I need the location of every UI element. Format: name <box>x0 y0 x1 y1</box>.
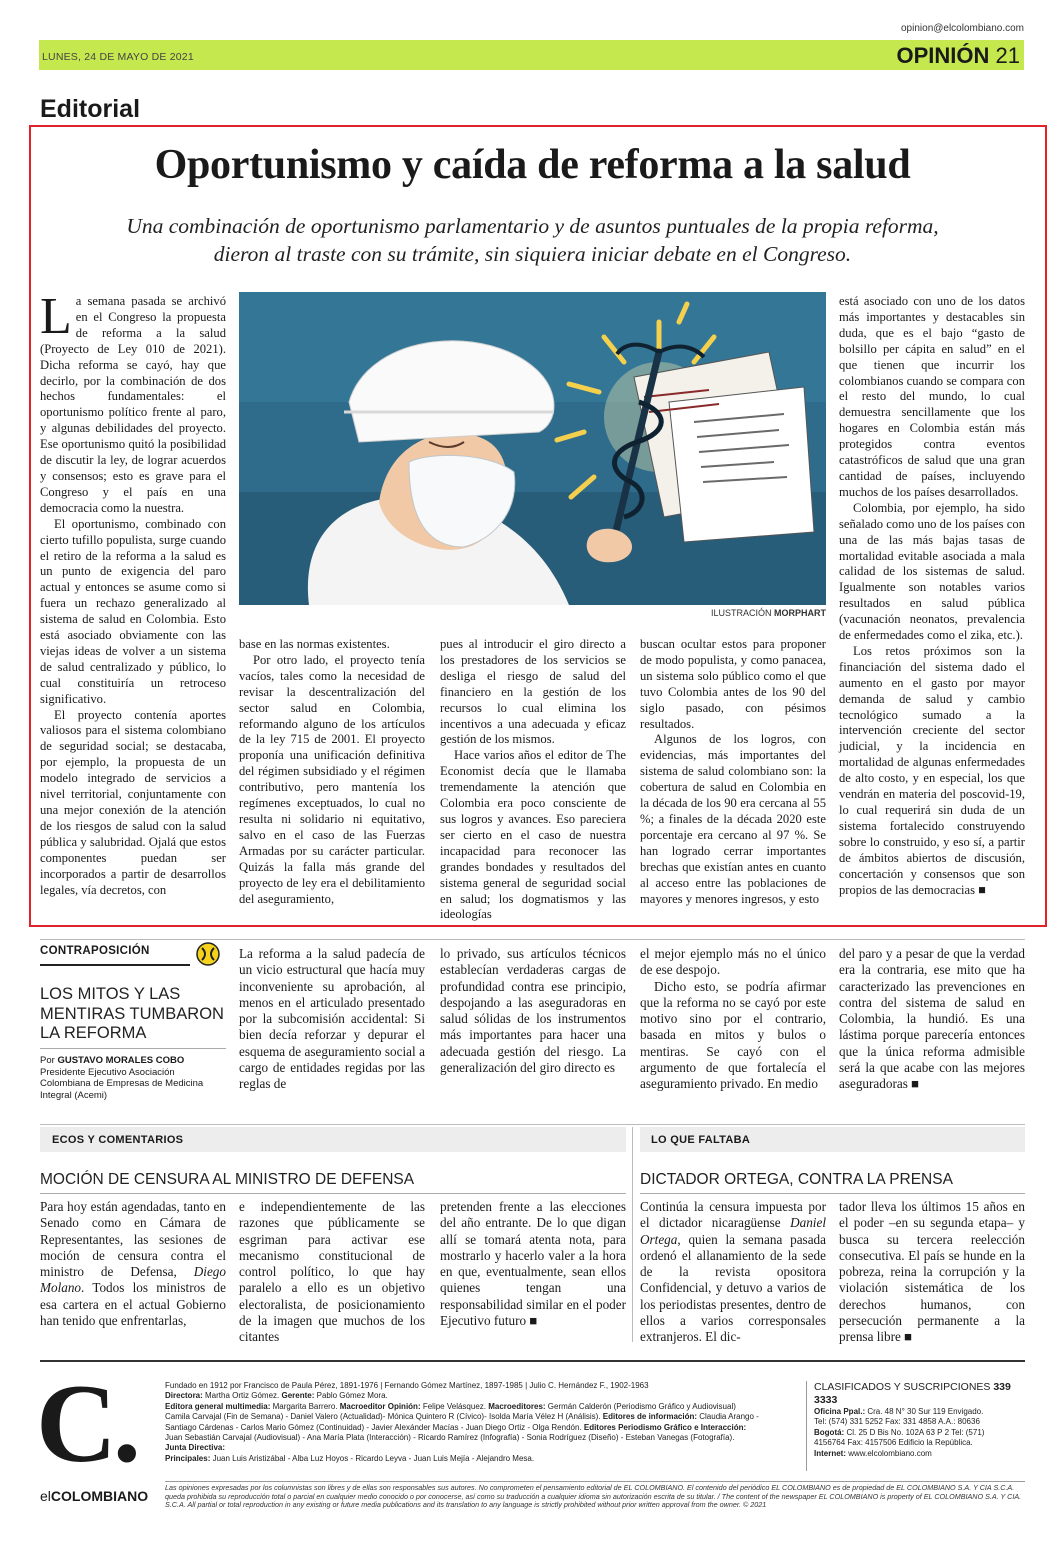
page-number: 21 <box>995 43 1020 68</box>
contraposicion-author <box>40 1055 226 1101</box>
faltaba-column-1 <box>640 1199 826 1345</box>
clasif-title: CLASIFICADOS Y SUSCRIPCIONES <box>814 1381 991 1393</box>
staff-label-gerente: Gerente: <box>281 1391 315 1401</box>
editorial-col5-p3: Los retos próximos son la financiación del sistema dado el aumento en el gasto por mayor demanda de salud y cambio tecnológico sumado a la intervención creciente del sector judicial, y la incidencia en mortalidad de algunas enfermedades de alto costo, y en especial, los que vendrán en materia del poscovid-19, lo cual requerirá sin duda de un sistema fortalecido construyendo sobre lo construido, y eso sí, a partir de ámbitos abiertos de discusión, concertación y consensos que son propios de las democracias ■ <box>839 643 1025 897</box>
internet-val: www.elcolombiano.com <box>846 1448 932 1458</box>
contraposicion-col2-text: lo privado, sus artículos técnicos establecían verdaderas cargas de profundidad contra ese principio, despojando a las aseguradoras en salud sólidas de los instrumentos más importantes para hacer una adecuada gestión del riesgo. La generalización del giro directo es <box>440 946 626 1076</box>
editorial-col3-p1: pues al introducir el giro directo a los prestadores de los servicios se desliga el riesgo de salud del financiero en la gestión de los recursos lo cual elimina los incentivos a una adecuada y eficaz gestión de los mismos. <box>440 637 626 747</box>
editorial-col3-p2: Hace varios años el editor de The Economist decía que le llamaba tremendamente la atención que Colombia era poco consciente de sus logros y avances. Eso pareciera ser cierto en el caso de nuestra incapacidad para reconocer las grandes bondades y resultados del sistema general de seguridad social en salud; los dogmatismos y las ideologías <box>440 748 626 922</box>
header-email: opinion@elcolombiano.com <box>901 23 1024 34</box>
faltaba-column-2 <box>839 1199 1025 1345</box>
editorial-kicker: Editorial <box>40 95 141 123</box>
logo-letter: C. <box>36 1362 137 1486</box>
editorial-col2-p1: base en las normas existentes. <box>239 637 390 651</box>
section-title <box>896 42 1020 70</box>
faltaba-title-rule <box>640 1193 1025 1194</box>
masthead-rule <box>40 1360 1025 1362</box>
bog-line2: 4156764 Fax: 4157506 Edificio la República. <box>814 1438 973 1448</box>
editorial-col4-p2: Algunos de los logros, con evidencias, más importantes del sistema de salud colombiano son: la cobertura de salud en Colombia en la década de los 90 era cercana al 55 %; a finales de la década 2020 este porcentaje era cercano al 97 %. Se han logrado cerrar importantes brechas que existían antes en cuanto al acceso entre las poblaciones de mayores y menores ingresos, y esto <box>640 732 826 906</box>
staff-label-editora: Editora general multimedia: <box>165 1401 271 1411</box>
masthead-staff <box>165 1381 795 1464</box>
ecos-column-2 <box>239 1199 425 1345</box>
clasif-divider <box>806 1381 807 1471</box>
ecos-label: ECOS Y COMENTARIOS <box>52 1134 184 1146</box>
staff-label-grafico: Editores Periodismo Gráfico e Interacción: <box>583 1422 747 1432</box>
staff-directora: Martha Ortiz Gómez. <box>202 1391 282 1401</box>
faltaba-col1-text-a: Continúa la censura impuesta por el dictador nicaragüense <box>640 1199 826 1231</box>
editorial-title: Oportunismo y caída de reforma a la salud <box>154 142 911 188</box>
editorial-col4-p1: buscan ocultar estos para proponer de modo populista, y como panacea, un sistema solo público como el que tuvo Colombia antes de los 90 del siglo pasado, con pésimos resultados. <box>640 637 826 731</box>
faltaba-col1-name: Daniel Ortega <box>640 1215 826 1247</box>
tel-line: Tel: (574) 331 5252 Fax: 331 4858 A.A.: 80636 <box>814 1417 980 1427</box>
staff-info: Claudia Arango - <box>697 1412 759 1422</box>
staff-macro-opinion: Felipe Velásquez. <box>420 1401 489 1411</box>
faltaba-col1-text-b: , quien la semana pasada ordenó el allanamiento de la sede de la revista opositora Confidencial, y detuvo a varios de los periodistas presentes, dentro de ellos a varios corresponsales extranjeros. El dic- <box>640 1231 826 1345</box>
staff-line-4: Camila Carvajal (Fin de Semana) - Daniel Valero (Actualidad)- Mónica Quintero R (Cívico)- Isolda María Vélez H (Análisis). <box>165 1412 603 1422</box>
section-divider-vertical <box>632 1127 633 1342</box>
editorial-col5-p2: Colombia, por ejemplo, ha sido señalado como uno de los países con una de las más bajas tasas de mortalidad evitable asociada a mala calidad de los sistemas de salud. Igualmente son notables varios resultados en salud pública (vacunación neonatos, prevalencia de enfermedades como el zika, etc.). <box>839 500 1025 643</box>
masthead-founded: Fundado en 1912 por Francisco de Paula Pérez, 1891-1976 | Fernando Gómez Martínez, 1897-1985 | Julio C. Hernández F., 1902-1963 <box>165 1381 649 1390</box>
bog-val: Cl. 25 D Bis No. 102A 63 P 2 Tel: (571) <box>844 1427 985 1437</box>
deck-line-1: Una combinación de oportunismo parlamentario y de asuntos puntuales de la propia reforma, <box>126 214 939 238</box>
editorial-col2-p2: Por otro lado, el proyecto tenía vacíos, tales como la necesidad de revisar la descentralización del sector salud en Colombia, reformando alguno de los artículos de la ley 715 de 2001. El proyecto proponía una unificación definitiva del régimen subsidiado y el régimen contributivo, pero mantenía los regímenes exceptuados, lo cual no resulta ni solidario ni equitativo, salvo en el caso de las Fuerzas Armadas por su carácter particular. Quizás la falla más grande del proyecto de ley era el debilitamiento del aseguramiento, <box>239 652 425 906</box>
contraposicion-rule-top <box>40 939 1025 940</box>
illustration-nurse-caduceus <box>239 292 826 605</box>
author-role: Presidente Ejecutivo Asociación Colombiana de Empresas de Medicina Integral (Acemi) <box>40 1066 204 1101</box>
contraposicion-column-4 <box>839 946 1025 1106</box>
staff-editora: Margarita Barrero. <box>270 1401 340 1411</box>
staff-label-directora: Directora: <box>165 1391 203 1401</box>
editorial-column-4 <box>640 637 826 909</box>
credit-prefix: ILUSTRACIÓN <box>710 608 772 618</box>
author-prefix: Por <box>40 1055 55 1066</box>
internet-label: Internet: <box>814 1448 846 1458</box>
ecos-col3-text: pretenden frente a las elecciones del año entrante. De lo que digan allí se tomará atenta nota, para mostrarlo y hacerlo valer a la hora en que, eventualmente, sean ellos quienes tengan una responsabilidad similar en el poder Ejecutivo futuro ■ <box>440 1199 626 1329</box>
contraposicion-col4-text: del paro y a pesar de que la verdad era la contraria, ese mito que ha caracterizado las prevenciones en contra del sistema de salud en Colombia, la hundió. Es una lástima porque parecería entonces que la única reforma admisible será la que acabe con las mejores aseguradoras ■ <box>839 946 1025 1092</box>
editorial-col1-p3: El proyecto contenía aportes valiosos para el sistema colombiano de seguridad social; se destacaba, por ejemplo, la propuesta de un modelo integrado de servicios a nivel territorial, conjuntamente con una mejor conexión de la atención de los riesgos de salud con la salud pública y salubridad. Ojalá que estos componentes puedan ser incorporados a partir de desarrollos legales, vía decretos, con <box>40 707 226 897</box>
staff-macroeditores: Germán Calderón (Periodismo Gráfico y Audiovisual) <box>545 1401 736 1411</box>
editorial-column-2 <box>239 637 425 909</box>
contraposicion-underline <box>40 964 190 966</box>
ofi-label: Oficina Ppal.: <box>814 1407 866 1416</box>
ecos-title-rule <box>40 1193 626 1194</box>
ecos-col1-name: Diego Molano <box>40 1264 226 1296</box>
contraposicion-col1-text: La reforma a la salud padecía de un vicio estructural que hacía muy inconveniente su aprobación, al menos en el articulado presentado por la subcomisión accidental: Si bien decía reforzar y depurar el esquema de aseguramiento social a cargo de entidades regidas por las reglas de <box>239 946 425 1092</box>
staff-principales: Juan Luis Aristizábal - Alba Luz Hoyos - Ricardo Leyva - Juan Luis Mejía - Alejandro Mesa. <box>210 1453 535 1463</box>
editorial-col1-p1: a semana pasada se archivó en el Congreso la propuesta de reforma a la salud (Proyecto de Ley 010 de 2021). Dicha reforma se cayó, hay que decirlo, por la combinación de dos hechos fundamentales: el oportunismo político frente al paro, y algunas debilidades del proyecto. Ese oportunismo quitó la posibilidad de discutir la ley, de lograr acuerdos y consensos; esto es grave para el Congreso y el país en una democracia como la nuestra. <box>40 294 226 515</box>
contraposicion-author-rule <box>40 1048 226 1049</box>
faltaba-label: LO QUE FALTABA <box>651 1134 751 1146</box>
disclaimer-rule <box>165 1481 1025 1482</box>
staff-line-6: Juan Sebastián Carvajal (Audiovisual) - Ana María Plata (Interacción) - Ricardo Ramírez (Infografía) - Sonia Rodríguez (Diseño) - Esteban Vanegas (Fotografía). <box>165 1433 735 1443</box>
editorial-column-1 <box>40 288 226 909</box>
clasificados-box <box>814 1381 1024 1459</box>
disclaimer: Las opiniones expresadas por los columnistas son libres y de ellas son responsables sus autores. No comprometen el pensamiento editorial de EL COLOMBIANO. El contenido del periódico EL COLOMBIANO es de propiedad de EL COLOMBIANO S.A. Y CIA S.C.A. queda prohibida su reproducción total o parcial en cualquier medio conocido o por conocerse, así como su traducción a cualquier idioma sin autorización escrita de su titular. / The content of the newspaper EL COLOMBIANO is property of EL COLOMBIANO S.A. Y CIA. S.C.A. All partial or total reproduction in any existing or future media publications and its translation to any language is strictly prohibited without prior written approval from the owner. © 2021 <box>165 1483 1022 1510</box>
editorial-illustration <box>239 292 826 605</box>
contraposicion-title: LOS MITOS Y LAS MENTIRAS TUMBARON LA REFORMA <box>40 985 224 1042</box>
logo-name: COLOMBIANO <box>50 1488 149 1504</box>
illustration-credit <box>711 608 826 618</box>
faltaba-title: DICTADOR ORTEGA, CONTRA LA PRENSA <box>640 1171 953 1188</box>
ecos-title: MOCIÓN DE CENSURA AL MINISTRO DE DEFENSA <box>40 1171 415 1188</box>
clasif-phone: 339 3333 <box>814 1381 1011 1406</box>
editorial-col5-p1: está asociado con uno de los datos más importantes y destacables sin duda, que es el bajo “gasto de bolsillo per cápita en salud” en el que tienen que incurrir los colombianos cuando se compara con el resto del mundo, lo cual demuestra sencillamente que los hogares en Colombia están más protegidos contra eventos catastróficos de salud que una gran cantidad de países, incluyendo muchos de los países desarrollados. <box>839 294 1025 499</box>
ecos-column-1 <box>40 1199 226 1339</box>
ecos-col1-text-b: . Todos los ministros de esa cartera en el actual Gobierno han tenido que enfrentarlas, <box>40 1280 226 1329</box>
bog-label: Bogotá: <box>814 1427 845 1437</box>
ecos-col2-text: e independientemente de las razones que públicamente se esgriman para activar ese mecanismo constitucional de control político, lo que hay paralelo a ello es un objetivo electoralista, de posicionamiento de la imagen que muchos de los citantes <box>239 1199 425 1345</box>
editorial-deck <box>40 212 1025 268</box>
logo-prefix: el <box>40 1488 51 1504</box>
staff-gerente: Pablo Gómez Mora. <box>314 1391 388 1401</box>
credit-name: MORPHART <box>774 608 826 618</box>
editorial-col1-p2: El oportunismo, combinado con cierto tufillo populista, surge cuando el retiro de la reforma a la salud es un punto de exigencia del paro actual y entonces se asume como si fuera un rechazo generalizado al sistema de salud en Colombia. Esto está asociado obviamente con las viejas ideas de volver a un sistema de salud centralizado y público, lo cual constituiría un retroceso significativo. <box>40 516 226 706</box>
ecos-col1-text-a: Para hoy están agendadas, tanto en Senado como en Cámara de Representantes, las sesiones de moción de censura contra el ministro de Defensa, <box>40 1199 226 1280</box>
editorial-column-5 <box>839 294 1025 909</box>
editorial-column-3 <box>440 637 626 922</box>
staff-label-junta: Junta Directiva: <box>165 1443 226 1453</box>
staff-label-macroeditores: Macroeditores: <box>488 1401 546 1411</box>
contraposicion-column-1 <box>239 946 425 1106</box>
staff-label-macro-opinion: Macroeditor Opinión: <box>339 1401 421 1411</box>
ecos-rule-top <box>40 1124 1025 1125</box>
contraposicion-col3-p2: Dicho esto, se podría afirmar que la reforma no se cayó por este motivo sino por el contrario, basada en mitos y bulos o mentiras. Se cayó con el argumento de que fortalecía el aseguramiento privado. En medio <box>640 978 826 1092</box>
ofi-val: Cra. 48 N° 30 Sur 119 Envigado. <box>865 1407 984 1416</box>
staff-line-5: Santiago Cárdenas - Carlos Mario Gómez (Continuidad) - Javier Alexánder Macías - Juan Diego Ortiz - Olga Rendón. <box>165 1422 584 1432</box>
deck-line-2: dieron al traste con su trámite, sin siquiera iniciar debate en el Congreso. <box>213 242 852 266</box>
faltaba-col2-text: tador lleva los últimos 15 años en el poder –en su segunda etapa– y busca su tercera reelección consecutiva. El país se hunde en la pobreza, reina la corrupción y la violación sistemática de los derechos humanos, con persecución permanente a la prensa libre ■ <box>839 1199 1025 1345</box>
staff-label-principales: Principales: <box>165 1453 211 1463</box>
contraposicion-column-2 <box>440 946 626 1106</box>
contraposicion-col3-p1: el mejor ejemplo más no el único de ese despojo. <box>640 946 826 978</box>
contraposition-faces-icon <box>194 942 222 966</box>
section-name: OPINIÓN <box>896 43 990 68</box>
logo-wordmark <box>40 1488 148 1504</box>
header-date: LUNES, 24 DE MAYO DE 2021 <box>42 51 194 63</box>
author-name: GUSTAVO MORALES COBO <box>57 1055 185 1066</box>
drop-cap: L <box>40 288 72 345</box>
staff-label-info: Editores de información: <box>602 1412 698 1422</box>
contraposicion-label: CONTRAPOSICIÓN <box>40 945 150 957</box>
contraposicion-column-3 <box>640 946 826 1106</box>
contraposicion-icon <box>194 942 222 966</box>
ecos-column-3 <box>440 1199 626 1339</box>
